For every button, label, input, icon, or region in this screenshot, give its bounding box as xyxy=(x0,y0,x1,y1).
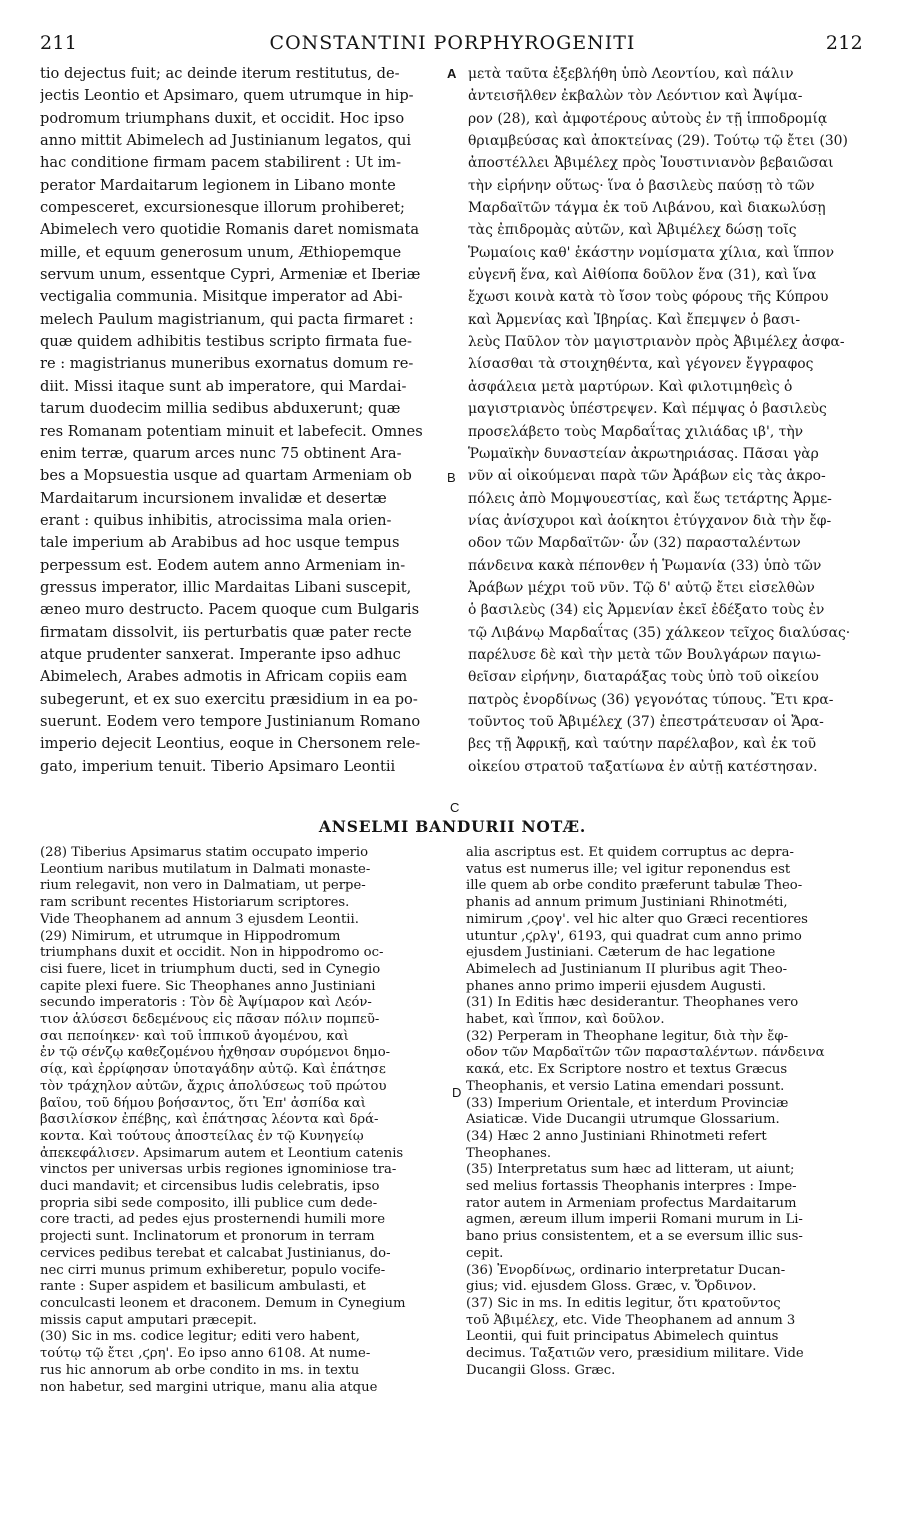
note-line: Leontii, qui fuit principatus Abimelech quintus xyxy=(466,1329,779,1345)
latin-text-line: perator Mardaitarum legionem in Libano monte xyxy=(40,176,396,194)
greek-text-line: τὰς ἐπιδρομὰς αὐτῶν, καὶ Ἀβιμέλεχ δώσῃ τοῖς xyxy=(468,222,797,239)
note-line: (31) In Editis hæc desiderantur. Theophanes vero xyxy=(466,995,799,1011)
note-line: ἀπεκεφάλισεν. Apsimarum autem et Leontium catenis xyxy=(40,1145,404,1161)
greek-text-column xyxy=(468,63,888,778)
greek-text-line: ρον (28), καὶ ἀμφοτέρους αὐτοὺς ἐν τῇ ἱπποδρομίᾳ xyxy=(468,110,828,127)
latin-text-line: perpessum est. Eodem autem anno Armeniam in- xyxy=(40,556,406,574)
note-line: ἐν τῷ σένζῳ καθεζομένου ἧχθησαν συρόμενοι δημο- xyxy=(40,1045,391,1061)
greek-text-line: καὶ Ἀρμενίας καὶ Ἰβηρίας. Καὶ ἔπεμψεν ὁ βασι- xyxy=(468,311,801,328)
latin-text-line: res Romanam potentiam minuit et labefecit. Omnes xyxy=(40,422,423,440)
latin-text-line: Mardaitarum incursionem invalidæ et desertæ xyxy=(40,489,387,507)
greek-text-line: πόλεις ἀπὸ Μομψουεστίας, καὶ ἕως τετάρτης Ἀρμε- xyxy=(468,490,832,507)
greek-text-line: ἀσφάλεια μετὰ μαρτύρων. Καὶ φιλοτιμηθεὶς ὁ xyxy=(468,378,793,395)
greek-text-line: νῦν αἱ οἰκούμεναι παρὰ τῶν Ἀράβων εἰς τὰς ἀκρο- xyxy=(468,468,826,485)
greek-text-line: μετὰ ταῦτα ἐξεβλήθη ὑπὸ Λεοντίου, καὶ πάλιν xyxy=(468,66,794,82)
latin-text-line: bes a Mopsuestia usque ad quartam Armeniam ob xyxy=(40,467,412,485)
greek-text-line: λεὺς Παῦλον τὸν μαγιστριανὸν πρὸς Ἀβιμέλεχ ἀσφα- xyxy=(468,334,845,351)
running-title: CONSTANTINI PORPHYROGENITI xyxy=(269,32,636,54)
margin-letter-a: A xyxy=(447,66,457,81)
note-line: conculcasti leonem et draconem. Demum in Cynegium xyxy=(40,1295,406,1311)
latin-text-line: podromum triumphans duxit, et occidit. Hoc ipso xyxy=(40,109,405,127)
greek-text-line: ἀποστέλλει Ἀβιμέλεχ πρὸς Ἰουστινιανὸν βεβαιῶσαι xyxy=(468,155,834,172)
note-line: sed melius fortassis Theophanis interpres : Impe- xyxy=(466,1179,797,1195)
note-line: phanis ad annum primum Justiniani Rhinotméti, xyxy=(466,895,788,911)
note-line: triumphans duxit et occidit. Non in hippodromo oc- xyxy=(40,945,384,961)
greek-text-line: παρέλυσε δὲ καὶ τὴν μετὰ τῶν Βουλγάρων παγιω- xyxy=(468,646,821,663)
notes-left-column xyxy=(40,845,452,1396)
note-line: cisi fuere, licet in triumphum ducti, sed in Cynegio xyxy=(40,961,381,977)
greek-text-line: προσελάβετο τοὺς Μαρδαΐτας χιλιάδας ιβ', τὴν xyxy=(468,423,804,440)
note-line: alia ascriptus est. Et quidem corruptus ac depra- xyxy=(466,845,794,860)
latin-text-line: melech Paulum magistrianum, qui pacta firmaret : xyxy=(40,310,414,328)
note-line: rus hic annorum ab orbe condito in ms. in textu xyxy=(40,1362,360,1378)
note-line: cepit. xyxy=(466,1245,504,1261)
greek-text-line: θεῖσαν εἰρήνην, διαταράξας τοὺς ὑπὸ τοῦ οἰκείου xyxy=(468,669,819,686)
greek-text-line: οἰκείου στρατοῦ ταξατίωνα ἐν αὐτῇ κατέστησαν. xyxy=(468,758,818,775)
note-line: non habetur, sed margini utrique, manu alia atque xyxy=(40,1379,378,1395)
note-line: Theophanis, et versio Latina emendari possunt. xyxy=(466,1078,785,1094)
note-line: τιον ἁλύσεσι δεδεμένους εἰς πᾶσαν πόλιν πομπεῦ- xyxy=(40,1012,380,1028)
note-line: οδον τῶν Μαρδαϊτῶν τῶν παρασταλέντων. πάνδεινα xyxy=(466,1045,825,1061)
latin-text-line: æneo muro destructo. Pacem quoque cum Bulgaris xyxy=(40,601,420,619)
margin-letter-d: D xyxy=(452,1085,462,1100)
note-line: capite plexi fuere. Sic Theophanes anno Justiniani xyxy=(40,978,376,994)
latin-text-line: Abimelech, Arabes admotis in Africam copiis eam xyxy=(40,668,408,686)
margin-letter-c: C xyxy=(450,800,460,815)
note-line: (30) Sic in ms. codice legitur; editi vero habent, xyxy=(40,1329,360,1345)
latin-text-line: compesceret, excursionesque illorum prohiberet; xyxy=(40,199,405,217)
note-line: τὸν τράχηλον αὐτῶν, ἄχρις ἀπολύσεως τοῦ πρώτου xyxy=(40,1078,387,1094)
latin-text-line: firmatam dissolvit, iis perturbatis quæ pater recte xyxy=(40,623,412,641)
note-line: τοῦ Ἀβιμέλεχ, etc. Vide Theophanem ad annum 3 xyxy=(466,1312,796,1328)
note-line: vinctos per universas urbis regiones ignominiose tra- xyxy=(40,1162,397,1178)
note-line: secundo imperatoris : Τὸν δὲ Ἀψίμαρον καὶ Λεόν- xyxy=(40,995,372,1011)
latin-text-line: subegerunt, et ex suo exercitu præsidium in ea po- xyxy=(40,690,418,708)
note-line: Vide Theophanem ad annum 3 ejusdem Leontii. xyxy=(40,911,359,927)
greek-text-line: λίσασθαι τὰ στοιχηθέντα, καὶ γέγονεν ἔγγραφος xyxy=(468,356,814,373)
note-line: utuntur ,ϛρλγ', 6193, qui quadrat cum anno primo xyxy=(466,928,802,944)
greek-text-line: πατρὸς ἐνορδίνως (36) γεγονότας τύπους. Ἔτι κρα- xyxy=(468,691,834,708)
latin-text-line: re : magistrianus muneribus exornatus domum re- xyxy=(40,355,414,373)
greek-text-line: νίας ἀνίσχυροι καὶ ἀοίκητοι ἐτύγχανον διὰ τὴν ἔφ- xyxy=(468,512,832,529)
note-line: nimirum ,ϛρογ'. vel hic alter quo Græci recentiores xyxy=(466,911,808,927)
note-line: vatus est numerus ille; vel igitur reponendus est xyxy=(466,861,791,877)
note-line: phanes anno primo imperii ejusdem Augusti. xyxy=(466,978,767,994)
note-line: agmen, æreum illum imperii Romani murum in Li- xyxy=(466,1212,803,1228)
note-line: missis caput amputari præcepit. xyxy=(40,1312,257,1328)
note-line: nec cirri munus primum exhiberetur, populo vocife- xyxy=(40,1262,386,1278)
latin-text-line: atque prudenter sanxerat. Imperante ipso adhuc xyxy=(40,645,401,663)
greek-text-line: ὁ βασιλεὺς (34) εἰς Ἀρμενίαν ἐκεῖ ἐδέξατο τοὺς ἐν xyxy=(468,602,825,619)
latin-text-line: suerunt. Eodem vero tempore Justinianum Romano xyxy=(40,712,421,730)
note-line: κακά, etc. Ex Scriptore nostro et textus Græcus xyxy=(466,1062,788,1078)
greek-text-line: Μαρδαϊτῶν τάγμα ἐκ τοῦ Λιβάνου, καὶ διακωλύσῃ xyxy=(468,200,826,217)
latin-text-line: hac conditione firmam pacem stabilirent : Ut im- xyxy=(40,154,402,172)
note-line: Leontium naribus mutilatum in Dalmati monaste- xyxy=(40,861,371,877)
note-line: κοντα. Καὶ τούτους ἀποστείλας ἐν τῷ Κυνηγείῳ xyxy=(40,1128,364,1144)
note-line: βασιλίσκον ἐπέβης, καὶ ἐπάτησας λέοντα καὶ δρά- xyxy=(40,1112,379,1128)
latin-text-column xyxy=(40,63,445,778)
latin-text-line: vectigalia communia. Misitque imperator ad Abi- xyxy=(40,288,403,306)
note-line: ille quem ab orbe condito præferunt tabulæ Theo- xyxy=(466,878,803,894)
latin-text-line: erant : quibus inhibitis, atrocissima mala orien- xyxy=(40,511,392,529)
note-line: rium relegavit, non vero in Dalmatiam, ut perpe- xyxy=(40,878,366,894)
note-line: Abimelech ad Justinianum II pluribus agit Theo- xyxy=(466,961,788,977)
note-line: rator autem in Armeniam profectus Mardaitarum xyxy=(466,1195,797,1211)
note-line: ejusdem Justiniani. Cæterum de hac legatione xyxy=(466,945,776,961)
note-line: βαΐου, τοῦ δήμου βοήσαντος, ὅτι Ἐπ' ἀσπίδα καὶ xyxy=(40,1095,366,1111)
latin-text-line: servum unum, essentque Cypri, Armeniæ et Iberiæ xyxy=(40,266,421,284)
note-line: (36) Ἐνορδίνως, ordinario interpretatur Ducan- xyxy=(466,1262,786,1278)
note-line: Asiaticæ. Vide Ducangii utrumque Glossarium. xyxy=(466,1112,780,1128)
latin-text-line: Abimelech vero quotidie Romanis daret nomismata xyxy=(40,221,420,239)
greek-text-line: Ῥωμαϊκὴν δυναστείαν ἀκρωτηριάσας. Πᾶσαι γὰρ xyxy=(468,445,819,462)
latin-text-line: enim terræ, quarum arces nunc 75 obtinent Ara- xyxy=(40,444,402,462)
margin-letter-b: B xyxy=(447,470,456,485)
note-line: habet, καὶ ἵππον, καὶ δοῦλον. xyxy=(466,1012,665,1028)
note-line: (34) Hæc 2 anno Justiniani Rhinotmeti refert xyxy=(466,1128,767,1144)
latin-text-line: quæ quidem adhibitis testibus scripto firmata fue- xyxy=(40,333,412,351)
latin-text-line: mille, et equum generosum unum, Æthiopemque xyxy=(40,243,402,261)
greek-text-line: πάνδεινα κακὰ πέπονθεν ἡ Ῥωμανία (33) ὑπὸ τῶν xyxy=(468,557,822,574)
latin-text-line: tarum duodecim millia sedibus abduxerunt; quæ xyxy=(40,400,401,418)
greek-text-line: θριαμβεύσας καὶ ἀποκτείνας (29). Τούτῳ τῷ ἔτει (30) xyxy=(468,133,848,150)
latin-text-line: anno mittit Abimelech ad Justinianum legatos, qui xyxy=(40,132,412,150)
note-line: (35) Interpretatus sum hæc ad litteram, ut aiunt; xyxy=(466,1162,795,1178)
greek-text-line: ἀντεισῆλθεν ἐκβαλὼν τὸν Λεόντιον καὶ Ἀψίμα- xyxy=(468,88,803,105)
greek-text-line: ἔχωσι κοινὰ κατὰ τὸ ἴσον τοὺς φόρους τῆς Κύπρου xyxy=(468,289,829,306)
greek-text-line: μαγιστριανὸς ὑπέστρεψεν. Καὶ πέμψας ὁ βασιλεὺς xyxy=(468,401,827,418)
note-line: gius; vid. ejusdem Gloss. Græc, v. Ὄρδινον. xyxy=(466,1279,757,1295)
page-header xyxy=(0,32,905,62)
note-line: decimus. Ταξατιῶν vero, præsidium militare. Vide xyxy=(466,1346,804,1362)
note-line: Ducangii Gloss. Græc. xyxy=(466,1362,616,1378)
greek-text-line: βες τῇ Ἀφρικῇ, καὶ ταύτην παρέλαβον, καὶ ἐκ τοῦ xyxy=(468,736,817,753)
latin-text-line: diit. Missi itaque sunt ab imperatore, qui Mardai- xyxy=(40,377,407,395)
note-line: τούτῳ τῷ ἔτει ,ϛρη'. Eo ipso anno 6108. At nume- xyxy=(40,1346,371,1362)
note-line: duci mandavit; et circensibus ludis celebratis, ipso xyxy=(40,1179,380,1195)
note-line: (29) Nimirum, et utrumque in Hippodromum xyxy=(40,928,341,944)
latin-text-line: gato, imperium tenuit. Tiberio Apsimaro Leontii xyxy=(40,757,396,775)
greek-text-line: τῷ Λιβάνῳ Μαρδαΐτας (35) χάλκεον τεῖχος διαλύσας· xyxy=(468,624,851,641)
note-line: (28) Tiberius Apsimarus statim occupato imperio xyxy=(40,845,369,860)
latin-text-line: tio dejectus fuit; ac deinde iterum restitutus, de- xyxy=(40,65,400,82)
notes-right-column xyxy=(466,845,888,1380)
note-line: cervices pedibus terebat et calcabat Justinianus, do- xyxy=(40,1245,391,1261)
latin-text-line: imperio dejecit Leontius, eoque in Chersonem rele- xyxy=(40,735,421,753)
note-line: projecti sunt. Inclinatorum et pronorum in terram xyxy=(40,1229,375,1245)
note-line: (33) Imperium Orientale, et interdum Provinciæ xyxy=(466,1095,789,1111)
greek-text-line: τὴν εἰρήνην οὕτως· ἵνα ὁ βασιλεὺς παύσῃ τὸ τῶν xyxy=(468,177,815,194)
greek-text-line: Ῥωμαίοις καθ' ἑκάστην νομίσματα χίλια, καὶ ἵππον xyxy=(468,244,835,261)
page-number-right: 212 xyxy=(825,32,863,54)
note-line: propria sibi sede composito, illi publice cum dede- xyxy=(40,1195,378,1211)
note-line: core tracti, ad pedes ejus prosternendi humili more xyxy=(40,1212,386,1228)
note-line: bano prius consistentem, et a se eversum illic sus- xyxy=(466,1229,803,1245)
page-number-left: 211 xyxy=(40,32,78,54)
note-line: σίᾳ, καὶ ἐρρίφησαν ὑποταγάδην αὐτῷ. Καὶ ἐπάτησε xyxy=(40,1062,386,1078)
greek-text-line: Ἀράβων μέχρι τοῦ νῦν. Τῷ δ' αὐτῷ ἔτει εἰσελθὼν xyxy=(468,579,815,596)
note-line: (32) Perperam in Theophane legitur, διὰ τὴν ἔφ- xyxy=(466,1028,789,1044)
greek-text-line: τοῦντος τοῦ Ἀβιμέλεχ (37) ἐπεστράτευσαν οἱ Ἄρα- xyxy=(468,713,824,730)
greek-text-line: εὐγενῆ ἕνα, καὶ Αἰθίοπα δοῦλον ἕνα (31), καὶ ἵνα xyxy=(468,267,817,284)
note-line: σαι πεποίηκεν· καὶ τοῦ ἱππικοῦ ἀγομένου, καὶ xyxy=(40,1028,349,1044)
notes-heading: ANSELMI BANDURII NOTÆ. xyxy=(318,817,587,836)
note-line: rante : Super aspidem et basilicum ambulasti, et xyxy=(40,1279,366,1295)
latin-text-line: gressus imperator, illic Mardaitas Libani suscepit, xyxy=(40,578,412,596)
latin-text-line: tale imperium ab Arabibus ad hoc usque tempus xyxy=(40,534,400,552)
note-line: (37) Sic in ms. In editis legitur, ὅτι κρατοῦντος xyxy=(466,1295,781,1311)
greek-text-line: οδον τῶν Μαρδαϊτῶν· ὧν (32) παρασταλέντων xyxy=(468,535,801,552)
note-line: Theophanes. xyxy=(466,1145,552,1161)
note-line: ram scribunt recentes Historiarum scriptores. xyxy=(40,895,350,911)
latin-text-line: jectis Leontio et Apsimaro, quem utrumque in hip- xyxy=(40,87,414,105)
